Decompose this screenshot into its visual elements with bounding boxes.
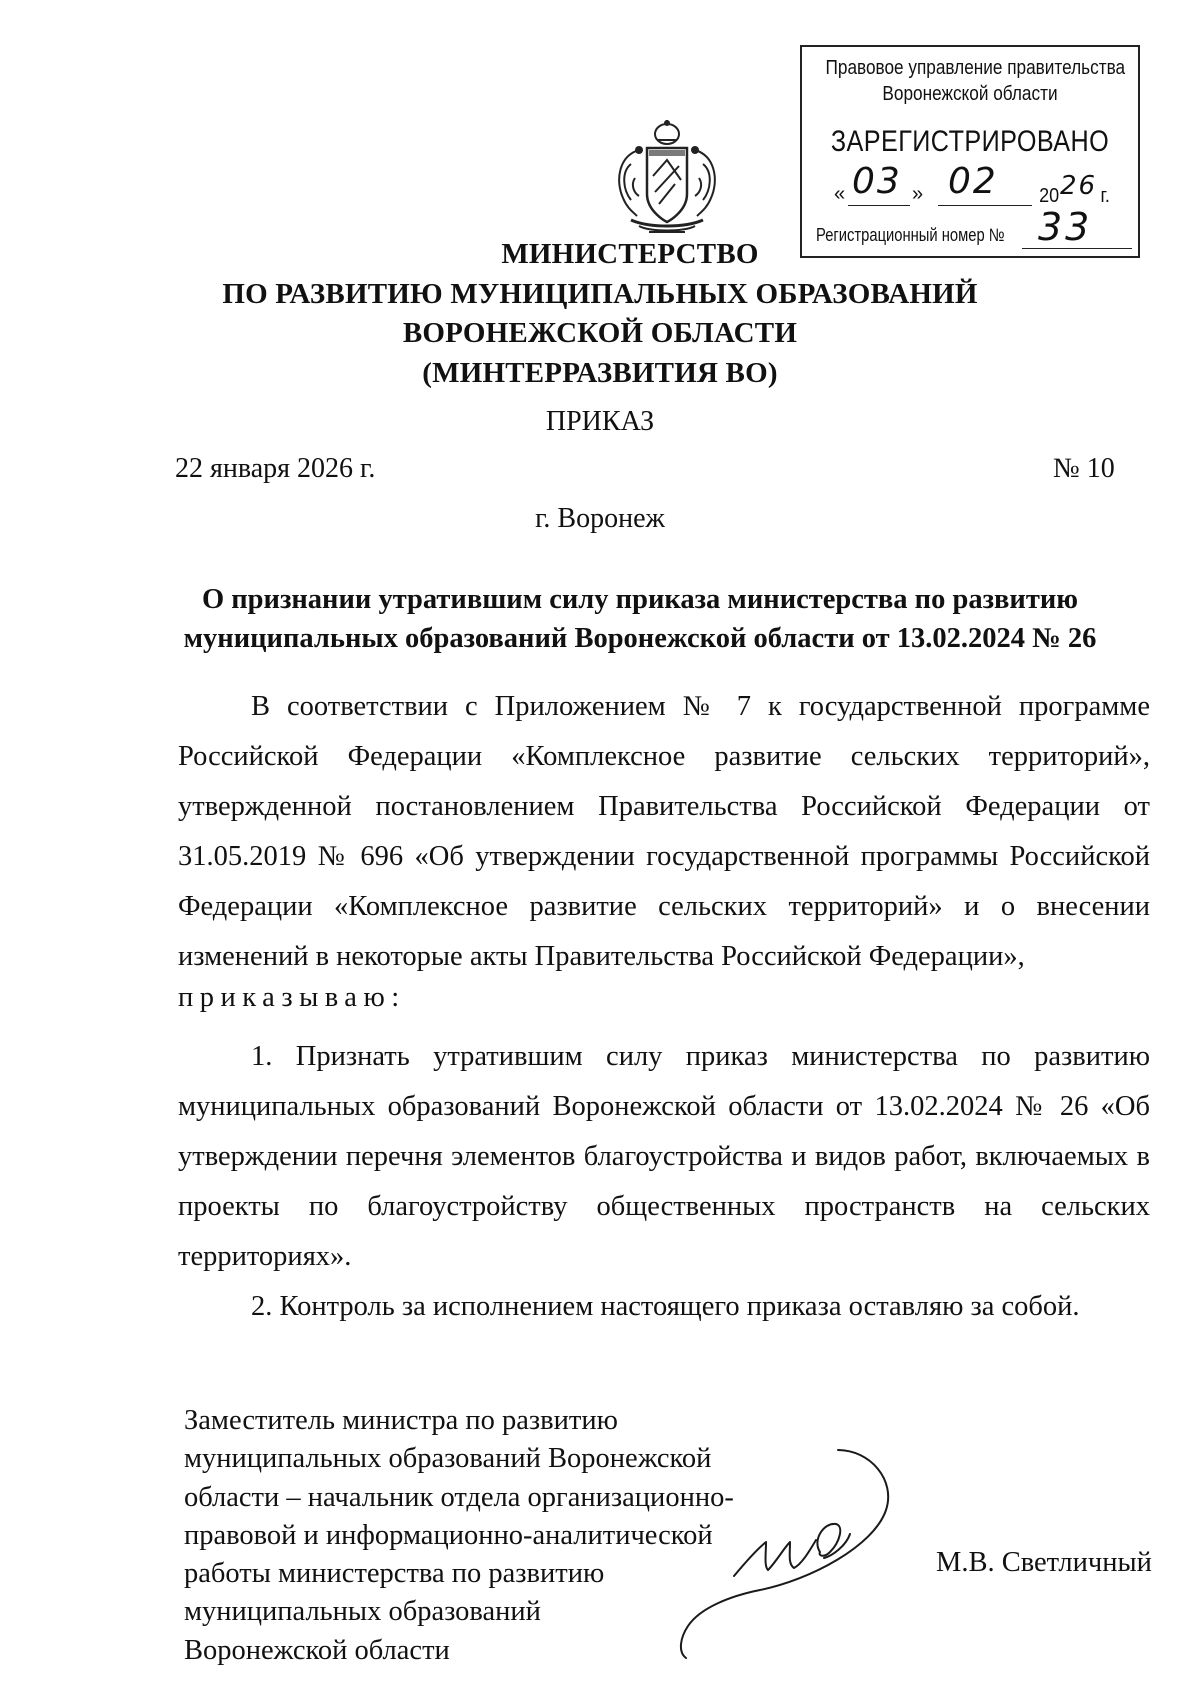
ministry-title: МИНИСТЕРСТВО [501,238,759,270]
order-item-1: 1. Признать утратившим силу приказ министерства по развитию муниципальных образований Воронежской области от 13.02.2024 № 26 «Об утверждении перечня элементов благоустройства и видов работ, включаемых в проекты по благоустройству общественных пространств на сельских территориях». [178,1041,1150,1272]
coat-of-arms-icon [609,120,725,240]
ministry-title-line-3: ВОРОНЕЖСКОЙ ОБЛАСТИ [402,317,798,349]
stamp-reg-number-label: Регистрационный номер № [816,225,1005,245]
registration-stamp [800,45,1140,258]
signer-name: М.В. Светличный [936,1547,1152,1578]
order-item-2-text: 2. Контроль за исполнением настоящего приказа оставляю за собой. [251,1291,1080,1322]
preamble-paragraph: В соответствии с Приложением № 7 к государственной программе Российской Федерации «Комплексное развитие сельских территорий», утвержденной постановлением Правительства Российской Федерации от 31.05.2019 № 696 «Об утверждении государственной программы Российской Федерации «Комплексное развитие сельских территорий» и о внесении изменений в некоторые акты Правительства Российской Федерации», [178,691,1150,972]
stamp-reg-number: 33 [1038,205,1093,249]
signer-position-line: правовой и информационно-аналитической [184,1519,713,1551]
signer-position-line: Заместитель министра по развитию [184,1405,618,1436]
signer-position-line: муниципальных образований [184,1596,541,1628]
stamp-year-hand: 26 [1060,171,1098,201]
decree-word: приказываю: [178,982,406,1013]
document-type: ПРИКАЗ [545,406,655,437]
stamp-org-line-2: Воронежской области [882,83,1058,105]
order-item-2 [178,1282,1150,1332]
stamp-month: 02 [948,161,998,202]
signer-position-line: области – начальник отдела организационно- [184,1481,734,1513]
signer-position-line: Воронежской области [184,1634,450,1666]
stamp-day: 03 [852,161,902,202]
stamp-year-prefix: 20 [1039,185,1060,207]
document-title-line-1: О признании утратившим силу приказа министерства по развитию [201,584,1079,615]
signer-position-line: работы министерства по развитию [184,1558,605,1590]
handwritten-signature [660,1430,940,1660]
document-number: № 10 [1053,453,1115,484]
stamp-registered: ЗАРЕГИСТРИРОВАНО [830,125,1110,158]
document-city: г. Воронеж [535,503,665,534]
stamp-org-line-1: Правовое управление правительства [825,57,1126,79]
ministry-abbreviation: (МИНТЕРРАЗВИТИЯ ВО) [422,357,778,389]
stamp-quote-open: « [834,183,846,205]
document-title [160,580,1120,658]
stamp-quote-close: » [912,183,924,205]
signer-position-line: муниципальных образований Воронежской [184,1443,712,1475]
stamp-year-suffix: г. [1100,185,1110,207]
document-date: 22 января 2026 г. [175,453,376,484]
ministry-title-line-2: ПО РАЗВИТИЮ МУНИЦИПАЛЬНЫХ ОБРАЗОВАНИЙ [222,278,978,310]
document-title-line-2: муниципальных образований Воронежской области от 13.02.2024 № 26 [183,623,1097,654]
